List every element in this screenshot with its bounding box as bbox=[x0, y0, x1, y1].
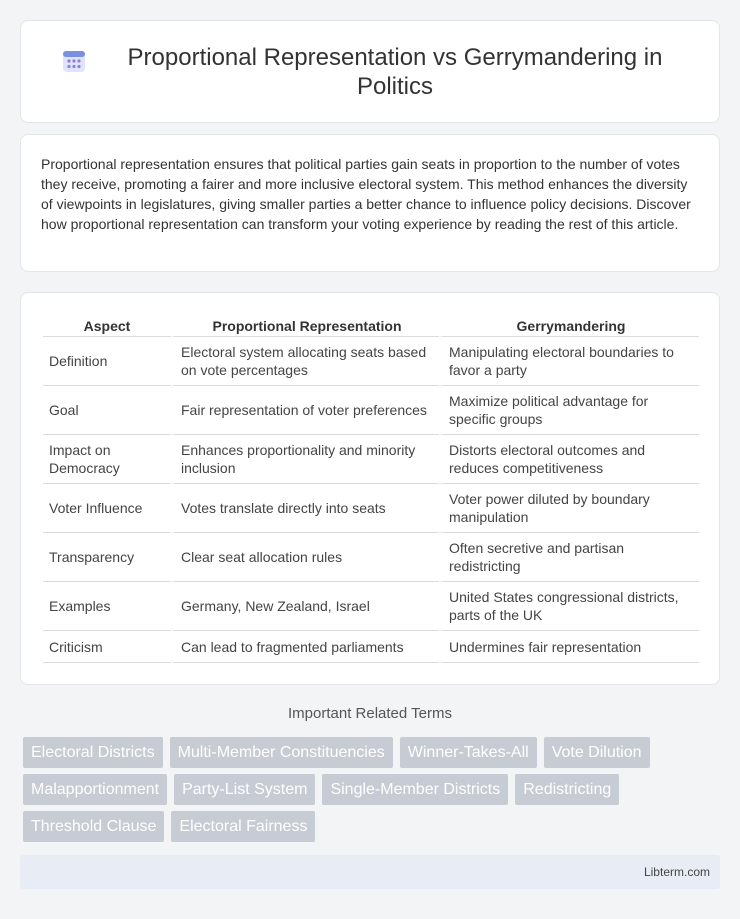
comparison-table-card bbox=[20, 292, 720, 685]
title-wrap bbox=[60, 43, 680, 101]
tag-single-member-districts[interactable]: Single-Member Districts bbox=[322, 774, 508, 805]
tag-malapportionment[interactable]: Malapportionment bbox=[23, 774, 167, 805]
cell-proportional: Electoral system allocating seats based on vote percentages bbox=[171, 337, 439, 386]
table-row bbox=[43, 582, 699, 631]
comparison-table bbox=[43, 313, 699, 663]
cell-gerrymandering: United States congressional districts, parts of the UK bbox=[439, 582, 699, 631]
cell-proportional: Clear seat allocation rules bbox=[171, 533, 439, 582]
related-terms-title: Important Related Terms bbox=[288, 705, 452, 722]
table-row bbox=[43, 484, 699, 533]
cell-aspect: Voter Influence bbox=[43, 484, 171, 533]
calendar-icon bbox=[60, 47, 88, 75]
tag-threshold-clause[interactable]: Threshold Clause bbox=[23, 811, 164, 842]
intro-card bbox=[20, 134, 720, 272]
cell-gerrymandering: Distorts electoral outcomes and reduces competitiveness bbox=[439, 435, 699, 484]
cell-proportional: Votes translate directly into seats bbox=[171, 484, 439, 533]
cell-gerrymandering: Manipulating electoral boundaries to favor a party bbox=[439, 337, 699, 386]
cell-gerrymandering: Often secretive and partisan redistricting bbox=[439, 533, 699, 582]
cell-gerrymandering: Undermines fair representation bbox=[439, 631, 699, 663]
table-row bbox=[43, 337, 699, 386]
intro-paragraph: Proportional representation ensures that political parties gain seats in proportion to the number of votes they receive, promoting a fairer and more inclusive electoral system. This method enhances the diversity of viewpoints in legislatures, giving smaller parties a better chance to influence policy decisions. Discover how proportional representation can transform your voting experience by reading the rest of this article. bbox=[41, 156, 691, 232]
tag-electoral-fairness[interactable]: Electoral Fairness bbox=[171, 811, 315, 842]
footer-site-link[interactable]: Libterm.com bbox=[643, 865, 710, 879]
page-title: Proportional Representation vs Gerrymandering in Politics bbox=[127, 43, 663, 100]
header-proportional-representation: Proportional Representation bbox=[171, 313, 439, 337]
tag-party-list-system[interactable]: Party-List System bbox=[174, 774, 315, 805]
cell-aspect: Definition bbox=[43, 337, 171, 386]
header-aspect: Aspect bbox=[43, 313, 171, 337]
table-row bbox=[43, 533, 699, 582]
tag-vote-dilution[interactable]: Vote Dilution bbox=[544, 737, 650, 768]
cell-gerrymandering: Maximize political advantage for specific groups bbox=[439, 386, 699, 435]
cell-proportional: Fair representation of voter preferences bbox=[171, 386, 439, 435]
related-terms-list bbox=[23, 737, 723, 848]
cell-aspect: Impact on Democracy bbox=[43, 435, 171, 484]
tag-winner-takes-all[interactable]: Winner-Takes-All bbox=[400, 737, 537, 768]
tag-electoral-districts[interactable]: Electoral Districts bbox=[23, 737, 163, 768]
cell-aspect: Transparency bbox=[43, 533, 171, 582]
cell-aspect: Criticism bbox=[43, 631, 171, 663]
table-row bbox=[43, 386, 699, 435]
footer bbox=[20, 855, 720, 889]
tag-multi-member-constituencies[interactable]: Multi-Member Constituencies bbox=[170, 737, 393, 768]
cell-proportional: Can lead to fragmented parliaments bbox=[171, 631, 439, 663]
cell-aspect: Examples bbox=[43, 582, 171, 631]
cell-proportional: Germany, New Zealand, Israel bbox=[171, 582, 439, 631]
header-gerrymandering: Gerrymandering bbox=[439, 313, 699, 337]
tag-redistricting[interactable]: Redistricting bbox=[515, 774, 619, 805]
table-row bbox=[43, 631, 699, 663]
cell-aspect: Goal bbox=[43, 386, 171, 435]
cell-proportional: Enhances proportionality and minority inclusion bbox=[171, 435, 439, 484]
cell-gerrymandering: Voter power diluted by boundary manipulation bbox=[439, 484, 699, 533]
table-row bbox=[43, 435, 699, 484]
title-card bbox=[20, 20, 720, 123]
table-header-row bbox=[43, 313, 699, 337]
